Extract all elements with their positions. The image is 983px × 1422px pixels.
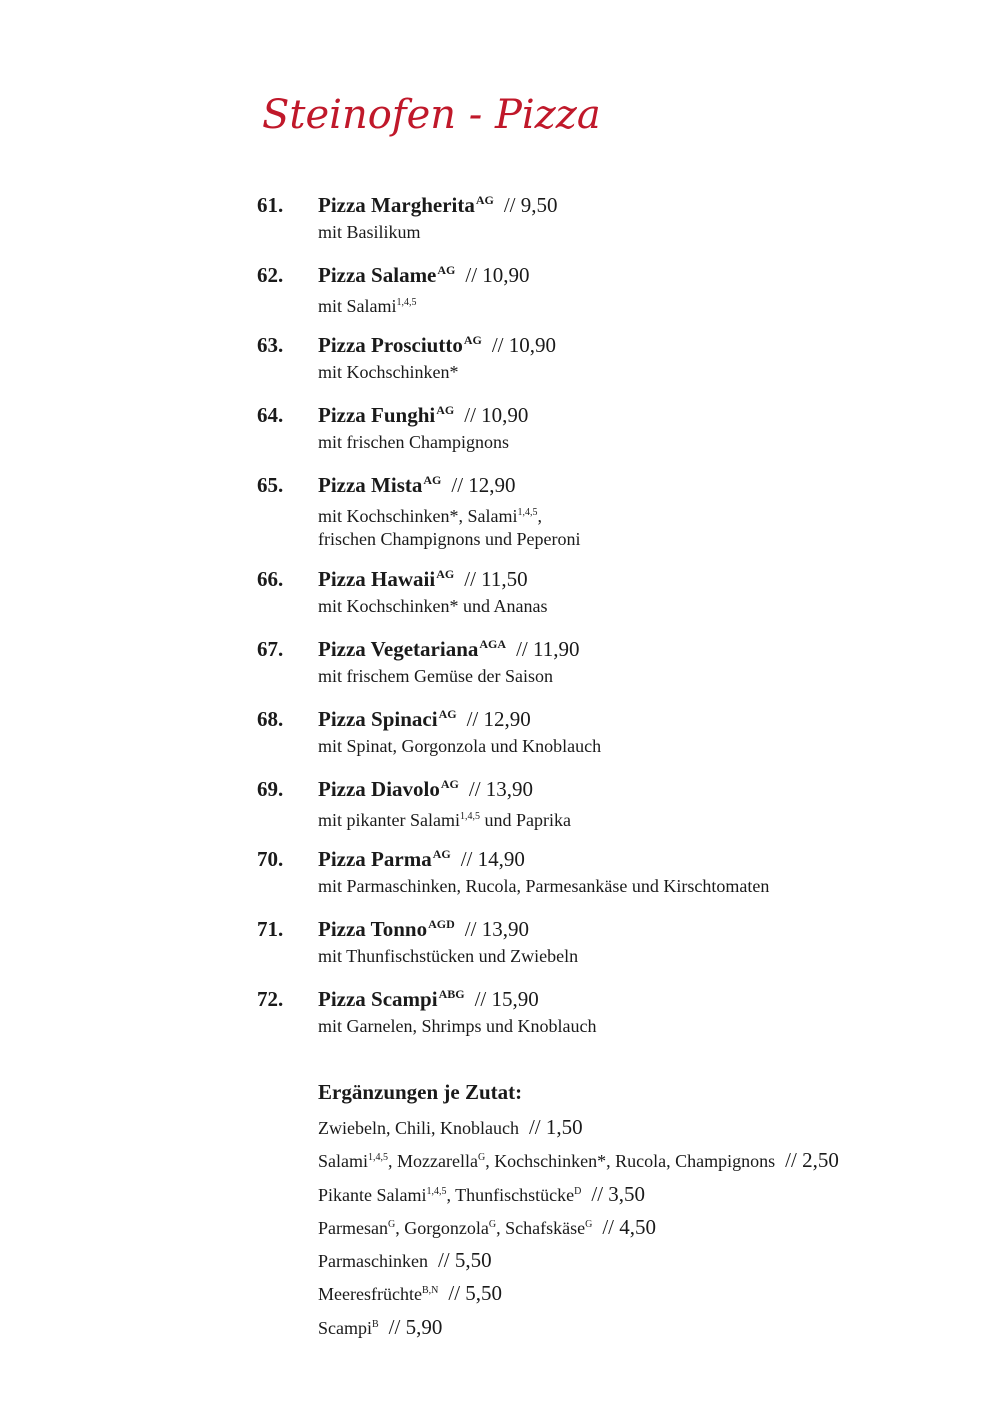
item-description (318, 735, 601, 758)
text-segment: mit Spinat, Gorgonzola und Knoblauch (318, 736, 602, 756)
item-price: // 13,90 (468, 777, 534, 801)
item-number: 67. (257, 637, 284, 661)
item-name: Pizza Funghi (318, 403, 436, 427)
menu-item (257, 193, 957, 263)
item-description (318, 1015, 596, 1038)
text-segment: mit Thunfischstücken und Zwiebeln (318, 946, 579, 966)
item-name-line (318, 847, 525, 872)
item-name: Pizza Salame (318, 263, 437, 287)
item-name-line (318, 707, 531, 732)
allergen-code: AG (475, 193, 494, 207)
text-segment: und Paprika (479, 810, 571, 830)
item-description (318, 805, 571, 832)
menu-item (257, 333, 957, 403)
allergen-code: AG (423, 473, 442, 487)
allergen-superscript: 1,4,5 (459, 811, 480, 822)
menu-item (257, 707, 957, 777)
extra-row (318, 1248, 839, 1281)
description-line (318, 528, 580, 551)
description-line (318, 501, 580, 528)
text-segment: mit Basilikum (318, 222, 421, 242)
item-price: // 12,90 (466, 707, 531, 731)
description-line (318, 945, 578, 968)
item-price: // 13,90 (464, 917, 529, 941)
allergen-code: AG (437, 263, 456, 277)
allergen-superscript: G (488, 1218, 497, 1230)
item-number: 61. (257, 193, 284, 217)
description-line (318, 665, 553, 688)
item-price: // 10,90 (464, 403, 529, 427)
menu-item (257, 917, 957, 987)
item-name: Pizza Spinaci (318, 707, 438, 731)
allergen-code: AGD (428, 917, 455, 931)
item-price: // 12,90 (451, 473, 516, 497)
allergen-code: AG (432, 847, 451, 861)
text-segment: mit frischem Gemüse der Saison (318, 666, 553, 686)
menu-item (257, 403, 957, 473)
extra-price: // 4,50 (602, 1214, 656, 1239)
text-segment: , (537, 506, 542, 526)
text-segment: mit Salami (318, 296, 397, 316)
item-price: // 9,50 (503, 193, 558, 217)
allergen-superscript: B,N (421, 1285, 439, 1297)
item-description (318, 501, 580, 551)
description-line (318, 221, 421, 244)
item-name: Pizza Diavolo (318, 777, 440, 801)
item-name: Pizza Scampi (318, 987, 438, 1011)
extra-row (318, 1315, 839, 1348)
allergen-superscript: 1,4,5 (368, 1152, 388, 1164)
extra-price: // 5,90 (388, 1314, 443, 1339)
item-number: 68. (257, 707, 284, 731)
item-number: 65. (257, 473, 284, 497)
item-name: Pizza Prosciutto (318, 333, 463, 357)
item-price: // 11,50 (464, 567, 528, 591)
item-price: // 15,90 (474, 987, 539, 1011)
item-name: Pizza Mista (318, 473, 423, 497)
description-line (318, 291, 417, 318)
allergen-superscript: 1,4,5 (517, 507, 538, 518)
allergen-superscript: G (387, 1218, 396, 1230)
item-description (318, 665, 553, 688)
item-name: Pizza Tonno (318, 917, 428, 941)
item-description (318, 595, 547, 618)
item-name-line (318, 567, 528, 592)
item-name-line (318, 263, 530, 288)
item-number: 69. (257, 777, 284, 801)
extras-title: Ergänzungen je Zutat: (318, 1080, 523, 1104)
text-segment: mit pikanter Salami (318, 810, 460, 830)
menu-item (257, 847, 957, 917)
item-number: 72. (257, 987, 284, 1011)
text-segment: mit Parmaschinken, Rucola, Parmesankäse und Kirschtomaten (318, 876, 770, 896)
item-description (318, 945, 578, 968)
text-segment: mit frischen Champignons (318, 432, 509, 452)
pizza-list (257, 193, 957, 1057)
extras-list (318, 1115, 839, 1348)
text-segment: Parmaschinken (318, 1251, 428, 1272)
allergen-code: AG (436, 567, 455, 581)
menu-item (257, 777, 957, 847)
item-name: Pizza Margherita (318, 193, 475, 217)
item-name: Pizza Hawaii (318, 567, 436, 591)
item-number: 64. (257, 403, 284, 427)
text-segment: , Kochschinken*, Rucola, Champignons (485, 1151, 776, 1172)
extra-row (318, 1215, 839, 1248)
menu-item (257, 637, 957, 707)
allergen-code: AG (438, 707, 457, 721)
item-price: // 11,90 (516, 637, 580, 661)
text-segment: , Mozzarella (388, 1151, 478, 1172)
text-segment: mit Kochschinken* (318, 362, 459, 382)
allergen-superscript: D (574, 1185, 582, 1197)
allergen-superscript: G (585, 1218, 593, 1230)
text-segment: mit Kochschinken*, Salami (318, 506, 518, 526)
item-price: // 14,90 (460, 847, 525, 871)
text-segment: Parmesan (318, 1217, 388, 1238)
item-number: 63. (257, 333, 284, 357)
description-line (318, 431, 509, 454)
extra-price: // 1,50 (528, 1115, 583, 1139)
item-description (318, 221, 421, 244)
allergen-code: AG (440, 777, 459, 791)
allergen-superscript: 1,4,5 (426, 1185, 447, 1197)
text-segment: frischen Champignons und Peperoni (318, 529, 581, 549)
item-name-line (318, 193, 558, 218)
item-description (318, 431, 509, 454)
item-name: Pizza Vegetariana (318, 637, 479, 661)
allergen-code: AGA (479, 637, 507, 651)
text-segment: mit Kochschinken* und Ananas (318, 596, 548, 616)
text-segment: Scampi (318, 1317, 372, 1338)
allergen-superscript: 1,4,5 (396, 297, 417, 308)
extra-row (318, 1148, 839, 1181)
item-description (318, 361, 458, 384)
description-line (318, 1015, 596, 1038)
item-number: 70. (257, 847, 284, 871)
allergen-superscript: G (477, 1152, 486, 1164)
text-segment: , Thunfischstücke (446, 1184, 575, 1205)
allergen-superscript: B (372, 1318, 379, 1330)
item-description (318, 291, 417, 318)
menu-item (257, 473, 957, 567)
text-segment: , Gorgonzola (395, 1217, 489, 1238)
extra-price: // 5,50 (437, 1248, 492, 1273)
allergen-code: AG (463, 333, 482, 347)
menu-item (257, 567, 957, 637)
menu-item (257, 263, 957, 333)
item-name-line (318, 917, 529, 942)
allergen-code: ABG (438, 987, 465, 1001)
item-description (318, 875, 769, 898)
text-segment: Zwiebeln, Chili, Knoblauch (318, 1118, 519, 1138)
item-name-line (318, 637, 579, 662)
extra-row (318, 1182, 839, 1215)
extra-price: // 2,50 (785, 1148, 839, 1173)
page-title: Steinofen - Pizza (262, 92, 601, 138)
item-name-line (318, 777, 533, 802)
extra-row (318, 1115, 839, 1148)
item-number: 66. (257, 567, 284, 591)
item-price: // 10,90 (465, 263, 530, 287)
description-line (318, 595, 547, 618)
description-line (318, 875, 769, 898)
extras-section (318, 1080, 839, 1348)
item-number: 62. (257, 263, 284, 287)
item-name: Pizza Parma (318, 847, 432, 871)
item-number: 71. (257, 917, 284, 941)
description-line (318, 735, 601, 758)
text-segment: Pikante Salami (318, 1184, 427, 1205)
text-segment: , Schafskäse (496, 1217, 586, 1238)
item-price: // 10,90 (491, 333, 556, 357)
item-name-line (318, 333, 556, 358)
text-segment: mit Garnelen, Shrimps und Knoblauch (318, 1016, 597, 1036)
extra-price: // 3,50 (591, 1181, 646, 1206)
allergen-code: AG (436, 403, 455, 417)
item-name-line (318, 987, 539, 1012)
menu-item (257, 987, 957, 1057)
item-name-line (318, 473, 516, 498)
item-name-line (318, 403, 528, 428)
description-line (318, 361, 458, 384)
extra-row (318, 1281, 839, 1314)
extra-price: // 5,50 (448, 1281, 503, 1306)
description-line (318, 805, 571, 832)
text-segment: Salami (318, 1151, 368, 1172)
text-segment: Meeresfrüchte (318, 1284, 422, 1305)
